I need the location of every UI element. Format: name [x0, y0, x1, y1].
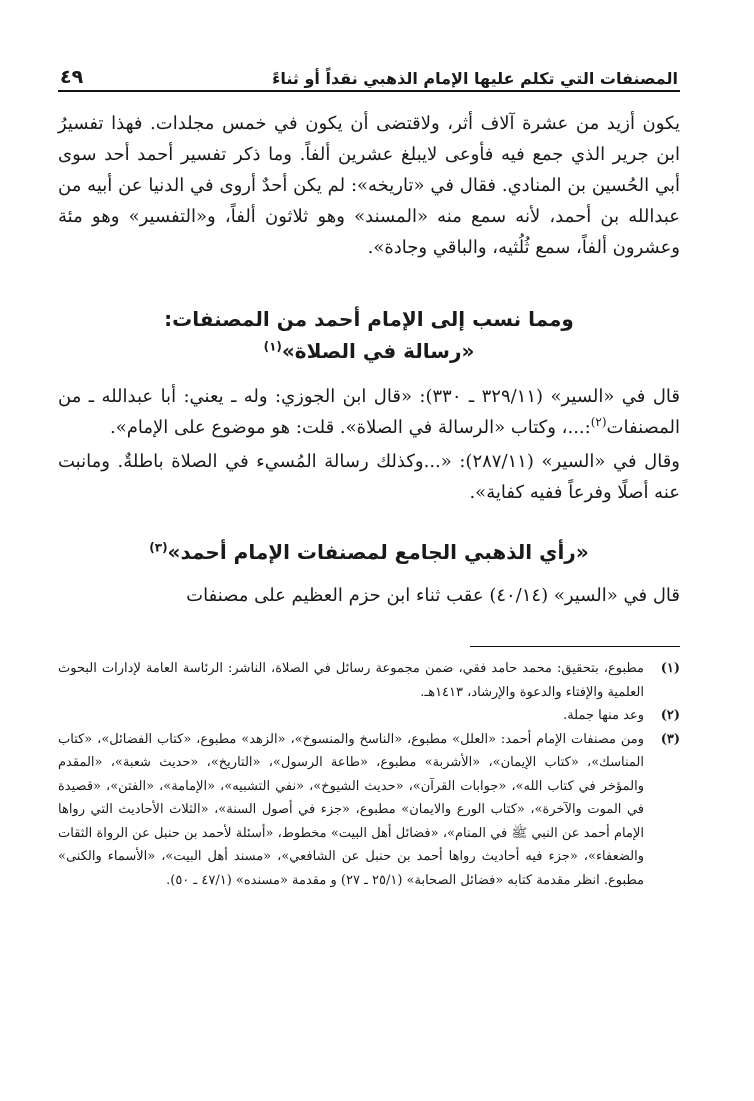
paragraph-1: يكون أزيد من عشرة آلاف أثر، ولاقتضى أن يكون في خمس مجلدات. فهذا تفسيرُ ابن جرير الذي جمع فيه فأوعى لايبلغ عشرين ألفاً. وما ذكر تفسير أحمد أحد سوى أبي الحُسين بن المنادي. فقال في «تاريخه»: لم يكن أحدٌ أروى في الدنيا عن أبيه من عبدالله بن أحمد، لأنه سمع منه «المسند» وهو ثلاثون ألفاً، و«التفسير» وهو مئة وعشرون ألفاً، سمع ثُلُثيه، والباقي وجادة».	[58, 113, 680, 258]
footnote-3	[58, 728, 680, 893]
running-header	[58, 52, 680, 92]
paragraph-4: قال في «السير» (٤٠/١٤) عقب ثناء ابن حزم العظيم على مصنفات	[186, 585, 680, 606]
running-title: المصنفات التي تكلم عليها الإمام الذهبي نقداً أو ثناءً	[272, 69, 678, 88]
page-number: ٤٩	[60, 66, 84, 88]
footnotes	[58, 657, 680, 892]
section-heading-1	[58, 303, 680, 367]
footnote-ref-2[interactable]: (٢)	[590, 415, 607, 429]
footnote-ref-1[interactable]: (١)	[263, 339, 282, 354]
paragraph-2-start: قال في «السير» (٣٢٩/١١ ـ ٣٣٠): «قال ابن الجوزي: وله ـ يعني: أبا عبدالله ـ من المصنفات	[58, 386, 680, 438]
heading-1-line-1: ومما نسب إلى الإمام أحمد من المصنفات:	[164, 307, 574, 331]
footnote-number: (١)	[660, 661, 680, 676]
footnote-number: (٣)	[660, 731, 680, 747]
heading-2	[58, 536, 680, 568]
heading-1-title: «رسالة في الصلاة»	[281, 339, 475, 363]
heading-1-line-2	[58, 335, 680, 367]
section-heading-2	[58, 536, 680, 568]
footnote-text: وعد منها جملة.	[563, 708, 644, 723]
paragraph-2-end: :...، وكتاب «الرسالة في الصلاة». قلت: هو موضوع على الإمام».	[109, 417, 591, 438]
footnote-number: (٢)	[660, 708, 680, 723]
footnote-text: ومن مصنفات الإمام أحمد: «العلل» مطبوع، «الناسخ والمنسوخ»، «الزهد» مطبوع، «كتاب الفضائل»، «كتاب المناسك»، «كتاب الإيمان»، «الأشربة» مطبوع، «طاعة الرسول»، «التاريخ»، «حديث شعبة»، «المقدم والمؤخر في كتاب الله»، «جوابات القرآن»، «حديث الشيوخ»، «نفي التشبيه»، «الإمامة»، «الفتن»، «قصيدة في الموت والآخرة»، «كتاب الورع والايمان» مطبوع، «جزء في أصول السنة»، «الثلاث الأحاديث التي رواها الإمام أحمد عن النبي ﷺ في المنام»، «فضائل أهل البيت» مخطوط، «أسئلة لأحمد بن حنبل عن الرواة الثقات والضعفاء»، «جزء فيه أحاديث رواها أحمد بن حنبل عن الشافعي»، «مسند أهل البيت»، «الأسماء والكنى» مطبوع. انظر مقدمة كتابه «فضائل الصحابة» (٢٥/١ ـ ٢٧) و مقدمة «مسنده» (٤٧/١ ـ ٥٠).	[58, 731, 644, 888]
footnote-2	[58, 704, 680, 728]
heading-2-title: «رأي الذهبي الجامع لمصنفات الإمام أحمد»	[167, 540, 589, 564]
main-text	[58, 108, 680, 611]
footnote-text: مطبوع، بتحقيق: محمد حامد فقي، ضمن مجموعة رسائل في الصلاة، الناشر: الرئاسة العامة لإدارات البحوث العلمية والإفتاء والدعوة والإرشاد، ١٤١٣هـ.	[58, 661, 644, 700]
footnote-separator	[470, 646, 680, 647]
paragraph-2	[58, 381, 680, 443]
footnote-1	[58, 657, 680, 704]
footnote-ref-3[interactable]: (٣)	[149, 540, 168, 555]
paragraph-3: وقال في «السير» (٢٨٧/١١): «...وكذلك رسالة المُسيء في الصلاة باطلةٌ. ومانبت عنه أصلًا وفرعاً ففيه كفاية».	[58, 451, 680, 503]
book-page	[58, 52, 680, 1082]
